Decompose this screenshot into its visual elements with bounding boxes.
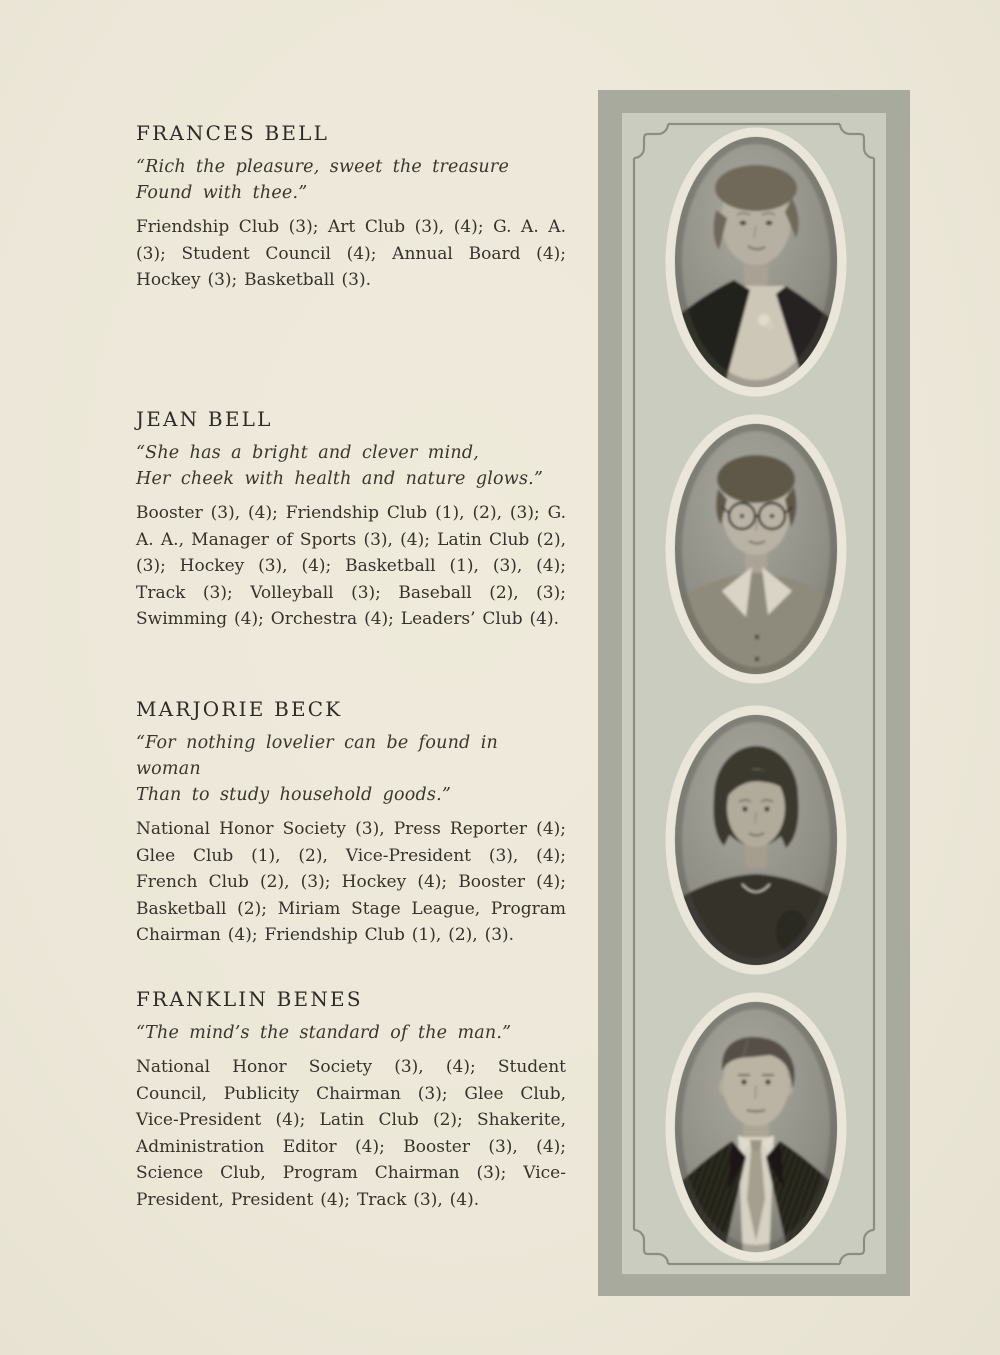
quote: [136, 154, 566, 206]
activities-text: Booster (3), (4); Friendship Club (1), (2), (3); G. A. A., Manager of Sports (3), (4); Latin Club (2), (3); Hockey (3), (4); Basketball (1), (3), (4); Track (3); Volleyball (3); Baseball (2), (3); Swimming (4); Orchestra (4); Leaders’ Club (4).: [136, 503, 566, 629]
portrait-strip: [598, 90, 910, 1296]
quote-line: Found with thee.”: [136, 183, 308, 203]
activities-text: Friendship Club (3); Art Club (3), (4); G. A. A. (3); Student Council (4); Annual Board (4); Hockey (3); Basketball (3).: [136, 217, 566, 290]
quote-line: “Rich the pleasure, sweet the treasure: [136, 157, 510, 177]
quote-line: “She has a bright and clever mind,: [136, 443, 480, 463]
student-name: FRANCES BELL: [136, 121, 330, 145]
yearbook-entry: [136, 987, 566, 1213]
activities-text: National Honor Society (3), Press Reporter (4); Glee Club (1), (2), Vice-President (3), (4); French Club (2), (3); Hockey (4); Booster (4); Basketball (2); Miriam Stage League, Program Chairman (4); Friendship Club (1), (2), (3).: [136, 819, 566, 945]
yearbook-entry: [136, 121, 566, 294]
quote-line: Than to study household goods.”: [136, 785, 452, 805]
quote: [136, 730, 566, 808]
quote: [136, 1020, 566, 1046]
student-name: JEAN BELL: [136, 407, 273, 431]
quote: [136, 440, 566, 492]
activities-text: National Honor Society (3), (4); Student Council, Publicity Chairman (3); Glee Club, Vice-President (4); Latin Club (2); Shakerite, Administration Editor (4); Booster (3), (4); Science Club, Program Chairman (3); Vice-President, President (4); Track (3), (4).: [136, 1057, 566, 1210]
quote-line: “For nothing lovelier can be found in woman: [136, 733, 498, 779]
quote-line: “The mind’s the standard of the man.”: [136, 1023, 512, 1043]
portrait-strip-graphic: [598, 90, 910, 1296]
quote-line: Her cheek with health and nature glows.”: [136, 469, 544, 489]
yearbook-entry: [136, 697, 566, 949]
student-name: FRANKLIN BENES: [136, 987, 363, 1011]
student-name: MARJORIE BECK: [136, 697, 343, 721]
yearbook-entry: [136, 407, 566, 633]
